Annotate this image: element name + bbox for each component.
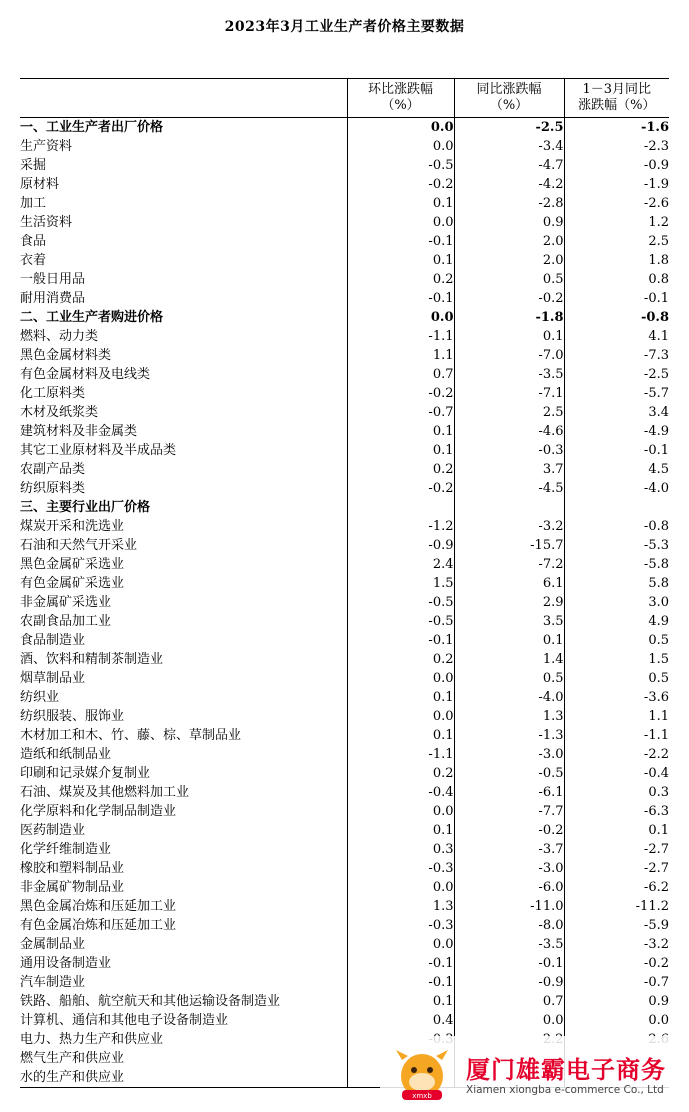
- row-mom-value: -0.5: [347, 612, 454, 631]
- row-label: 二、工业生产者购进价格: [20, 310, 164, 325]
- row-yoy-value: 0.1: [454, 327, 564, 346]
- table-row: [20, 175, 669, 194]
- row-ytd-value: 5.8: [564, 574, 669, 593]
- table-row: [20, 213, 669, 232]
- row-label: 原材料: [20, 177, 60, 192]
- row-mom-value: 0.2: [347, 460, 454, 479]
- row-yoy-value: -4.2: [454, 175, 564, 194]
- table-row: [20, 574, 669, 593]
- row-yoy-value: -0.9: [454, 973, 564, 992]
- table-row: [20, 479, 669, 498]
- row-mom-value: 1.5: [347, 574, 454, 593]
- row-yoy-value: -15.7: [454, 536, 564, 555]
- row-label: 医药制造业: [20, 823, 86, 838]
- row-yoy-value: -7.2: [454, 555, 564, 574]
- table-row: [20, 821, 669, 840]
- row-yoy-value: 3.7: [454, 460, 564, 479]
- row-mom-value: 0.0: [347, 308, 454, 327]
- row-mom-value: 0.1: [347, 194, 454, 213]
- watermark-brand: 厦门雄霸电子商务: [466, 1056, 666, 1084]
- row-label: 采掘: [20, 158, 47, 173]
- row-ytd-value: 0.3: [564, 783, 669, 802]
- table-row: [20, 593, 669, 612]
- row-mom-value: -1.2: [347, 517, 454, 536]
- table-row: [20, 137, 669, 156]
- row-label: 燃气生产和供应业: [20, 1051, 125, 1066]
- row-yoy-value: -6.0: [454, 878, 564, 897]
- row-label: 一、工业生产者出厂价格: [20, 120, 164, 135]
- row-label: 金属制品业: [20, 937, 86, 952]
- row-mom-value: 0.1: [347, 251, 454, 270]
- row-yoy-value: 3.5: [454, 612, 564, 631]
- row-label: 黑色金属材料类: [20, 348, 112, 363]
- table-row: [20, 422, 669, 441]
- table-row: [20, 289, 669, 308]
- header-mom: [347, 79, 454, 118]
- row-ytd-value: 4.1: [564, 327, 669, 346]
- table-row: [20, 118, 669, 138]
- row-ytd-value: -2.3: [564, 137, 669, 156]
- row-yoy-value: -0.2: [454, 289, 564, 308]
- row-yoy-value: -4.6: [454, 422, 564, 441]
- table-row: [20, 745, 669, 764]
- row-label: 化工原料类: [20, 386, 86, 401]
- row-yoy-value: -7.1: [454, 384, 564, 403]
- row-mom-value: 1.1: [347, 346, 454, 365]
- row-mom-value: [347, 498, 454, 517]
- row-ytd-value: -1.1: [564, 726, 669, 745]
- row-label: 食品制造业: [20, 633, 86, 648]
- row-mom-value: -0.1: [347, 954, 454, 973]
- row-mom-value: -0.3: [347, 916, 454, 935]
- row-label: 造纸和纸制品业: [20, 747, 112, 762]
- row-yoy-value: -1.8: [454, 308, 564, 327]
- page-title: 2023年3月工业生产者价格主要数据: [224, 19, 465, 35]
- row-label: 非金属矿物制品业: [20, 880, 125, 895]
- table-row: [20, 878, 669, 897]
- row-yoy-value: -4.0: [454, 688, 564, 707]
- row-ytd-value: 1.1: [564, 707, 669, 726]
- row-label: 加工: [20, 196, 47, 211]
- row-ytd-value: -5.9: [564, 916, 669, 935]
- row-yoy-value: -6.1: [454, 783, 564, 802]
- row-yoy-value: -1.3: [454, 726, 564, 745]
- table-row: [20, 802, 669, 821]
- table-row: [20, 460, 669, 479]
- mascot-badge-text: xmxb: [412, 1092, 432, 1100]
- row-label: 黑色金属冶炼和压延加工业: [20, 899, 177, 914]
- row-yoy-value: -4.5: [454, 479, 564, 498]
- row-label: 生产资料: [20, 139, 73, 154]
- header-mom-title: 环比涨跌幅: [367, 82, 433, 97]
- row-ytd-value: -2.7: [564, 859, 669, 878]
- row-ytd-value: -0.7: [564, 973, 669, 992]
- row-yoy-value: -2.8: [454, 194, 564, 213]
- table-row: [20, 1011, 669, 1030]
- row-mom-value: 0.0: [347, 802, 454, 821]
- watermark-logo: [388, 1040, 688, 1110]
- row-ytd-value: -4.0: [564, 479, 669, 498]
- row-label: 建筑材料及非金属类: [20, 424, 138, 439]
- row-ytd-value: 4.5: [564, 460, 669, 479]
- row-mom-value: -0.2: [347, 175, 454, 194]
- row-ytd-value: -3.2: [564, 935, 669, 954]
- row-ytd-value: -0.1: [564, 441, 669, 460]
- row-mom-value: -1.1: [347, 745, 454, 764]
- row-ytd-value: -0.9: [564, 156, 669, 175]
- row-label: 水的生产和供应业: [20, 1068, 347, 1088]
- row-yoy-value: 0.0: [454, 1011, 564, 1030]
- row-ytd-value: -2.6: [564, 194, 669, 213]
- row-yoy-value: -3.2: [454, 517, 564, 536]
- row-label: 印刷和记录媒介复制业: [20, 766, 151, 781]
- table-row: [20, 555, 669, 574]
- row-mom-value: 0.0: [347, 213, 454, 232]
- row-yoy-value: -3.0: [454, 745, 564, 764]
- header-mom-unit: （%）: [381, 98, 420, 113]
- row-mom-value: -0.1: [347, 232, 454, 251]
- row-yoy-value: 0.9: [454, 213, 564, 232]
- row-ytd-value: -0.1: [564, 289, 669, 308]
- table-row: [20, 954, 669, 973]
- row-ytd-value: -0.8: [564, 308, 669, 327]
- row-yoy-value: -0.5: [454, 764, 564, 783]
- row-yoy-value: -3.5: [454, 365, 564, 384]
- row-ytd-value: -1.6: [564, 118, 669, 138]
- bull-mascot-icon: [394, 1046, 450, 1106]
- table-row: [20, 536, 669, 555]
- table-row: [20, 631, 669, 650]
- row-yoy-value: -2.5: [454, 118, 564, 138]
- row-yoy-value: 1.3: [454, 707, 564, 726]
- row-ytd-value: -7.3: [564, 346, 669, 365]
- row-yoy-value: 6.1: [454, 574, 564, 593]
- table-header-row: [20, 79, 669, 118]
- row-label: 汽车制造业: [20, 975, 86, 990]
- table-row: [20, 384, 669, 403]
- row-mom-value: -0.3: [347, 859, 454, 878]
- row-yoy-value: -7.7: [454, 802, 564, 821]
- row-ytd-value: 0.5: [564, 631, 669, 650]
- row-mom-value: -0.1: [347, 631, 454, 650]
- row-mom-value: 0.0: [347, 707, 454, 726]
- row-ytd-value: 3.0: [564, 593, 669, 612]
- row-ytd-value: 0.5: [564, 669, 669, 688]
- row-mom-value: 0.1: [347, 441, 454, 460]
- table-row: [20, 669, 669, 688]
- row-mom-value: 0.1: [347, 992, 454, 1011]
- table-row: [20, 270, 669, 289]
- row-ytd-value: -5.3: [564, 536, 669, 555]
- row-label: 生活资料: [20, 215, 73, 230]
- row-ytd-value: -4.9: [564, 422, 669, 441]
- row-label: 黑色金属矿采选业: [20, 557, 125, 572]
- row-ytd-value: -1.9: [564, 175, 669, 194]
- row-mom-value: -0.5: [347, 593, 454, 612]
- row-yoy-value: -7.0: [454, 346, 564, 365]
- row-mom-value: 2.4: [347, 555, 454, 574]
- row-ytd-value: -0.4: [564, 764, 669, 783]
- row-label: 农副产品类: [20, 462, 86, 477]
- row-yoy-value: -0.1: [454, 954, 564, 973]
- row-label: 木材及纸浆类: [20, 405, 99, 420]
- row-ytd-value: 1.8: [564, 251, 669, 270]
- table-row: [20, 726, 669, 745]
- row-yoy-value: 0.5: [454, 669, 564, 688]
- row-ytd-value: -2.7: [564, 840, 669, 859]
- row-yoy-value: -4.7: [454, 156, 564, 175]
- row-label: 石油和天然气开采业: [20, 538, 138, 553]
- table-row: [20, 441, 669, 460]
- row-mom-value: 0.2: [347, 650, 454, 669]
- row-ytd-value: 1.5: [564, 650, 669, 669]
- header-ytd-unit: 涨跌幅（%）: [578, 98, 656, 113]
- row-label: 燃料、动力类: [20, 329, 99, 344]
- row-yoy-value: 2.5: [454, 403, 564, 422]
- row-mom-value: 0.0: [347, 669, 454, 688]
- row-mom-value: 1.3: [347, 897, 454, 916]
- header-ytd-title: 1－3月同比: [582, 82, 652, 97]
- table-row: [20, 859, 669, 878]
- table-row: [20, 251, 669, 270]
- header-ytd: [564, 79, 669, 118]
- row-label: 有色金属矿采选业: [20, 576, 125, 591]
- row-yoy-value: 2.0: [454, 251, 564, 270]
- table-row: [20, 365, 669, 384]
- row-yoy-value: -3.4: [454, 137, 564, 156]
- row-yoy-value: 0.5: [454, 270, 564, 289]
- row-yoy-value: -3.0: [454, 859, 564, 878]
- row-yoy-value: 0.1: [454, 631, 564, 650]
- table-row: [20, 973, 669, 992]
- row-label: 计算机、通信和其他电子设备制造业: [20, 1013, 229, 1028]
- header-yoy-unit: （%）: [489, 98, 529, 113]
- row-label: 化学纤维制造业: [20, 842, 112, 857]
- row-mom-value: 0.0: [347, 878, 454, 897]
- table-row: [20, 783, 669, 802]
- row-ytd-value: -3.6: [564, 688, 669, 707]
- row-ytd-value: [564, 498, 669, 517]
- row-label: 其它工业原材料及半成品类: [20, 443, 177, 458]
- row-mom-value: -0.2: [347, 479, 454, 498]
- row-mom-value: 0.1: [347, 726, 454, 745]
- header-yoy-title: 同比涨跌幅: [476, 82, 542, 97]
- row-label: 通用设备制造业: [20, 956, 112, 971]
- row-ytd-value: 0.1: [564, 821, 669, 840]
- row-label: 农副食品加工业: [20, 614, 112, 629]
- price-data-table: [20, 78, 669, 1088]
- row-mom-value: -0.1: [347, 973, 454, 992]
- row-label: 非金属矿采选业: [20, 595, 112, 610]
- row-mom-value: -0.7: [347, 403, 454, 422]
- table-row: [20, 194, 669, 213]
- row-mom-value: -1.1: [347, 327, 454, 346]
- row-mom-value: -0.5: [347, 156, 454, 175]
- row-yoy-value: 2.0: [454, 232, 564, 251]
- header-label-col: [20, 79, 347, 118]
- row-ytd-value: 2.5: [564, 232, 669, 251]
- row-mom-value: 0.0: [347, 118, 454, 138]
- row-ytd-value: 4.9: [564, 612, 669, 631]
- row-label: 石油、煤炭及其他燃料加工业: [20, 785, 190, 800]
- table-row: [20, 327, 669, 346]
- row-label: 一般日用品: [20, 272, 86, 287]
- table-row: [20, 517, 669, 536]
- row-label: 橡胶和塑料制品业: [20, 861, 125, 876]
- row-yoy-value: 0.7: [454, 992, 564, 1011]
- table-row: [20, 707, 669, 726]
- row-mom-value: 0.2: [347, 270, 454, 289]
- table-row: [20, 650, 669, 669]
- row-yoy-value: -8.0: [454, 916, 564, 935]
- table-row: [20, 346, 669, 365]
- table-row: [20, 688, 669, 707]
- row-label: 纺织原料类: [20, 481, 86, 496]
- table-row: [20, 897, 669, 916]
- row-ytd-value: -2.2: [564, 745, 669, 764]
- row-label: 电力、热力生产和供应业: [20, 1032, 164, 1047]
- table-row: [20, 232, 669, 251]
- row-yoy-value: -11.0: [454, 897, 564, 916]
- row-mom-value: 0.1: [347, 821, 454, 840]
- row-ytd-value: -6.3: [564, 802, 669, 821]
- table-row: [20, 612, 669, 631]
- row-yoy-value: -3.5: [454, 935, 564, 954]
- watermark-subtitle: Xiamen xiongba e-commerce Co., Ltd: [466, 1084, 664, 1096]
- row-ytd-value: 0.0: [564, 1011, 669, 1030]
- row-label: 烟草制品业: [20, 671, 86, 686]
- row-label: 纺织服装、服饰业: [20, 709, 125, 724]
- table-row: [20, 498, 669, 517]
- row-mom-value: -0.9: [347, 536, 454, 555]
- table-row: [20, 935, 669, 954]
- row-yoy-value: -0.2: [454, 821, 564, 840]
- row-mom-value: -0.2: [347, 384, 454, 403]
- row-mom-value: 0.1: [347, 688, 454, 707]
- table-row: [20, 764, 669, 783]
- row-ytd-value: -5.7: [564, 384, 669, 403]
- row-mom-value: 0.0: [347, 137, 454, 156]
- row-mom-value: 0.1: [347, 422, 454, 441]
- row-yoy-value: 1.4: [454, 650, 564, 669]
- row-ytd-value: -11.2: [564, 897, 669, 916]
- row-ytd-value: 3.4: [564, 403, 669, 422]
- row-yoy-value: -0.3: [454, 441, 564, 460]
- row-label: 纺织业: [20, 690, 60, 705]
- header-yoy: [454, 79, 564, 118]
- row-label: 有色金属材料及电线类: [20, 367, 151, 382]
- row-label: 化学原料和化学制品制造业: [20, 804, 177, 819]
- row-mom-value: 0.4: [347, 1011, 454, 1030]
- row-label: 木材加工和木、竹、藤、棕、草制品业: [20, 728, 242, 743]
- row-mom-value: -0.1: [347, 289, 454, 308]
- row-label: 耐用消费品: [20, 291, 86, 306]
- table-row: [20, 916, 669, 935]
- row-mom-value: 0.0: [347, 935, 454, 954]
- table-row: [20, 403, 669, 422]
- row-label: 衣着: [20, 253, 47, 268]
- row-mom-value: 0.7: [347, 365, 454, 384]
- row-ytd-value: -5.8: [564, 555, 669, 574]
- row-yoy-value: [454, 498, 564, 517]
- row-label: 有色金属冶炼和压延加工业: [20, 918, 177, 933]
- table-row: [20, 156, 669, 175]
- row-ytd-value: -0.8: [564, 517, 669, 536]
- row-ytd-value: 0.8: [564, 270, 669, 289]
- row-mom-value: 0.2: [347, 764, 454, 783]
- row-label: 煤炭开采和洗选业: [20, 519, 125, 534]
- row-yoy-value: 2.9: [454, 593, 564, 612]
- row-label: 食品: [20, 234, 47, 249]
- row-ytd-value: -6.2: [564, 878, 669, 897]
- row-label: 铁路、船舶、航空航天和其他运输设备制造业: [20, 994, 281, 1009]
- table-row: [20, 308, 669, 327]
- row-label: 三、主要行业出厂价格: [20, 500, 151, 515]
- row-yoy-value: -3.7: [454, 840, 564, 859]
- table-row: [20, 992, 669, 1011]
- row-ytd-value: -0.2: [564, 954, 669, 973]
- table-row: [20, 840, 669, 859]
- row-label: 酒、饮料和精制茶制造业: [20, 652, 164, 667]
- row-ytd-value: 1.2: [564, 213, 669, 232]
- row-mom-value: 0.3: [347, 840, 454, 859]
- row-ytd-value: 0.9: [564, 992, 669, 1011]
- row-ytd-value: -2.5: [564, 365, 669, 384]
- row-mom-value: -0.4: [347, 783, 454, 802]
